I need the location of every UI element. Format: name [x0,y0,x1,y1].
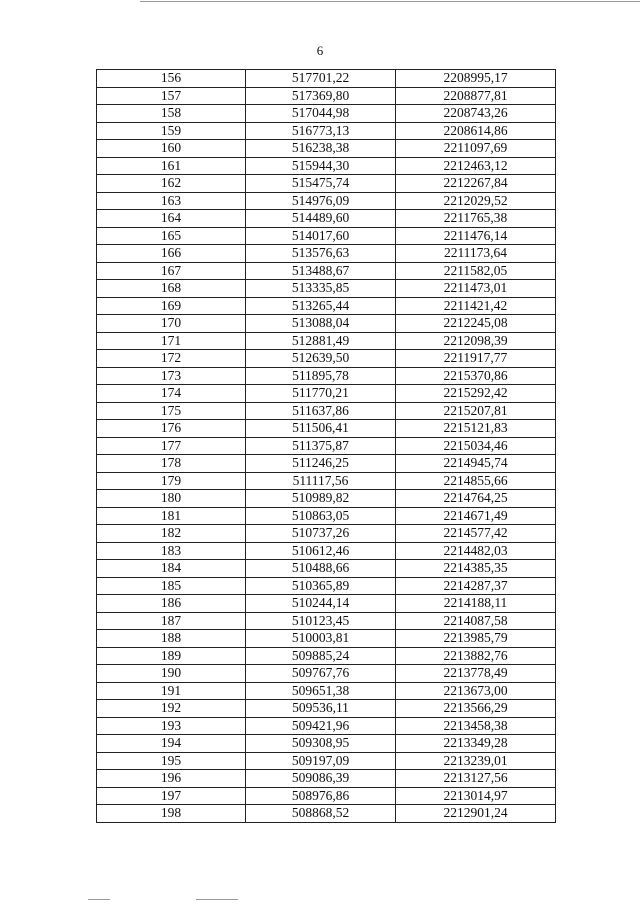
y-coordinate-cell: 2211421,42 [396,297,556,315]
table-row [97,280,556,298]
table-row [97,455,556,473]
x-coordinate-cell: 509767,76 [246,665,396,683]
y-coordinate-cell: 2212267,84 [396,175,556,193]
table-row [97,612,556,630]
scan-artifact-bottom-mark-center [196,899,238,900]
y-coordinate-cell: 2213239,01 [396,752,556,770]
x-coordinate-cell: 511375,87 [246,437,396,455]
point-number-cell: 191 [97,682,246,700]
point-number-cell: 159 [97,122,246,140]
x-coordinate-cell: 511506,41 [246,420,396,438]
point-number-cell: 179 [97,472,246,490]
point-number-cell: 197 [97,787,246,805]
x-coordinate-cell: 508976,86 [246,787,396,805]
y-coordinate-cell: 2214087,58 [396,612,556,630]
point-number-cell: 180 [97,490,246,508]
point-number-cell: 160 [97,140,246,158]
point-number-cell: 198 [97,805,246,823]
x-coordinate-cell: 513576,63 [246,245,396,263]
coordinates-table-body [97,70,556,823]
scan-artifact-top-line [140,1,640,2]
x-coordinate-cell: 509197,09 [246,752,396,770]
table-row [97,140,556,158]
scan-artifact-bottom-mark-left [88,899,110,900]
table-row [97,262,556,280]
table-row [97,630,556,648]
y-coordinate-cell: 2213014,97 [396,787,556,805]
x-coordinate-cell: 509086,39 [246,770,396,788]
y-coordinate-cell: 2214764,25 [396,490,556,508]
table-row [97,87,556,105]
y-coordinate-cell: 2211476,14 [396,227,556,245]
point-number-cell: 166 [97,245,246,263]
y-coordinate-cell: 2211097,69 [396,140,556,158]
table-row [97,245,556,263]
x-coordinate-cell: 510488,66 [246,560,396,578]
point-number-cell: 158 [97,105,246,123]
table-row [97,122,556,140]
y-coordinate-cell: 2214855,66 [396,472,556,490]
point-number-cell: 181 [97,507,246,525]
x-coordinate-cell: 516773,13 [246,122,396,140]
table-row [97,385,556,403]
point-number-cell: 170 [97,315,246,333]
y-coordinate-cell: 2215370,86 [396,367,556,385]
page-number: 6 [316,43,324,58]
point-number-cell: 173 [97,367,246,385]
x-coordinate-cell: 512881,49 [246,332,396,350]
x-coordinate-cell: 509308,95 [246,735,396,753]
table-row [97,805,556,823]
y-coordinate-cell: 2214287,37 [396,577,556,595]
y-coordinate-cell: 2211173,64 [396,245,556,263]
y-coordinate-cell: 2213882,76 [396,647,556,665]
table-row [97,542,556,560]
table-row [97,402,556,420]
table-row [97,297,556,315]
coordinates-table [96,69,556,823]
y-coordinate-cell: 2214945,74 [396,455,556,473]
x-coordinate-cell: 511246,25 [246,455,396,473]
table-row [97,490,556,508]
point-number-cell: 156 [97,70,246,88]
y-coordinate-cell: 2215292,42 [396,385,556,403]
y-coordinate-cell: 2213458,38 [396,717,556,735]
point-number-cell: 194 [97,735,246,753]
table-row [97,595,556,613]
point-number-cell: 162 [97,175,246,193]
table-row [97,157,556,175]
point-number-cell: 164 [97,210,246,228]
table-row [97,770,556,788]
point-number-cell: 178 [97,455,246,473]
point-number-cell: 167 [97,262,246,280]
point-number-cell: 163 [97,192,246,210]
y-coordinate-cell: 2213127,56 [396,770,556,788]
x-coordinate-cell: 510737,26 [246,525,396,543]
y-coordinate-cell: 2211917,77 [396,350,556,368]
point-number-cell: 188 [97,630,246,648]
point-number-cell: 185 [97,577,246,595]
x-coordinate-cell: 509651,38 [246,682,396,700]
x-coordinate-cell: 510003,81 [246,630,396,648]
x-coordinate-cell: 514489,60 [246,210,396,228]
table-row [97,735,556,753]
x-coordinate-cell: 509885,24 [246,647,396,665]
point-number-cell: 189 [97,647,246,665]
x-coordinate-cell: 511117,56 [246,472,396,490]
table-row [97,665,556,683]
point-number-cell: 196 [97,770,246,788]
table-row [97,105,556,123]
point-number-cell: 171 [97,332,246,350]
point-number-cell: 195 [97,752,246,770]
point-number-cell: 184 [97,560,246,578]
x-coordinate-cell: 514976,09 [246,192,396,210]
y-coordinate-cell: 2211473,01 [396,280,556,298]
y-coordinate-cell: 2212901,24 [396,805,556,823]
x-coordinate-cell: 509536,11 [246,700,396,718]
y-coordinate-cell: 2212098,39 [396,332,556,350]
x-coordinate-cell: 510365,89 [246,577,396,595]
y-coordinate-cell: 2214188,11 [396,595,556,613]
table-row [97,700,556,718]
table-row [97,472,556,490]
x-coordinate-cell: 517369,80 [246,87,396,105]
table-row [97,420,556,438]
x-coordinate-cell: 513488,67 [246,262,396,280]
y-coordinate-cell: 2214482,03 [396,542,556,560]
y-coordinate-cell: 2208614,86 [396,122,556,140]
x-coordinate-cell: 510612,46 [246,542,396,560]
y-coordinate-cell: 2213566,29 [396,700,556,718]
point-number-cell: 165 [97,227,246,245]
table-row [97,787,556,805]
point-number-cell: 193 [97,717,246,735]
x-coordinate-cell: 510123,45 [246,612,396,630]
point-number-cell: 174 [97,385,246,403]
x-coordinate-cell: 515944,30 [246,157,396,175]
y-coordinate-cell: 2215121,83 [396,420,556,438]
x-coordinate-cell: 508868,52 [246,805,396,823]
x-coordinate-cell: 517701,22 [246,70,396,88]
y-coordinate-cell: 2215207,81 [396,402,556,420]
table-row [97,367,556,385]
table-row [97,192,556,210]
x-coordinate-cell: 515475,74 [246,175,396,193]
x-coordinate-cell: 509421,96 [246,717,396,735]
y-coordinate-cell: 2211765,38 [396,210,556,228]
table-row [97,227,556,245]
point-number-cell: 186 [97,595,246,613]
y-coordinate-cell: 2208995,17 [396,70,556,88]
y-coordinate-cell: 2215034,46 [396,437,556,455]
point-number-cell: 172 [97,350,246,368]
point-number-cell: 187 [97,612,246,630]
x-coordinate-cell: 510989,82 [246,490,396,508]
point-number-cell: 175 [97,402,246,420]
y-coordinate-cell: 2208743,26 [396,105,556,123]
table-row [97,437,556,455]
table-row [97,682,556,700]
table-row [97,525,556,543]
y-coordinate-cell: 2212245,08 [396,315,556,333]
x-coordinate-cell: 512639,50 [246,350,396,368]
x-coordinate-cell: 513265,44 [246,297,396,315]
point-number-cell: 190 [97,665,246,683]
x-coordinate-cell: 516238,38 [246,140,396,158]
x-coordinate-cell: 511895,78 [246,367,396,385]
table-row [97,507,556,525]
table-row [97,332,556,350]
y-coordinate-cell: 2214577,42 [396,525,556,543]
table-row [97,70,556,88]
point-number-cell: 168 [97,280,246,298]
table-row [97,175,556,193]
x-coordinate-cell: 513088,04 [246,315,396,333]
table-row [97,315,556,333]
y-coordinate-cell: 2214385,35 [396,560,556,578]
y-coordinate-cell: 2212029,52 [396,192,556,210]
x-coordinate-cell: 510244,14 [246,595,396,613]
table-row [97,717,556,735]
y-coordinate-cell: 2214671,49 [396,507,556,525]
x-coordinate-cell: 510863,05 [246,507,396,525]
table-row [97,350,556,368]
point-number-cell: 177 [97,437,246,455]
x-coordinate-cell: 511770,21 [246,385,396,403]
point-number-cell: 169 [97,297,246,315]
table-row [97,560,556,578]
y-coordinate-cell: 2212463,12 [396,157,556,175]
y-coordinate-cell: 2213985,79 [396,630,556,648]
x-coordinate-cell: 517044,98 [246,105,396,123]
table-row [97,647,556,665]
x-coordinate-cell: 513335,85 [246,280,396,298]
y-coordinate-cell: 2211582,05 [396,262,556,280]
table-row [97,577,556,595]
table-row [97,752,556,770]
y-coordinate-cell: 2208877,81 [396,87,556,105]
y-coordinate-cell: 2213349,28 [396,735,556,753]
point-number-cell: 183 [97,542,246,560]
point-number-cell: 176 [97,420,246,438]
point-number-cell: 157 [97,87,246,105]
point-number-cell: 192 [97,700,246,718]
y-coordinate-cell: 2213778,49 [396,665,556,683]
y-coordinate-cell: 2213673,00 [396,682,556,700]
point-number-cell: 161 [97,157,246,175]
table-row [97,210,556,228]
x-coordinate-cell: 514017,60 [246,227,396,245]
x-coordinate-cell: 511637,86 [246,402,396,420]
point-number-cell: 182 [97,525,246,543]
